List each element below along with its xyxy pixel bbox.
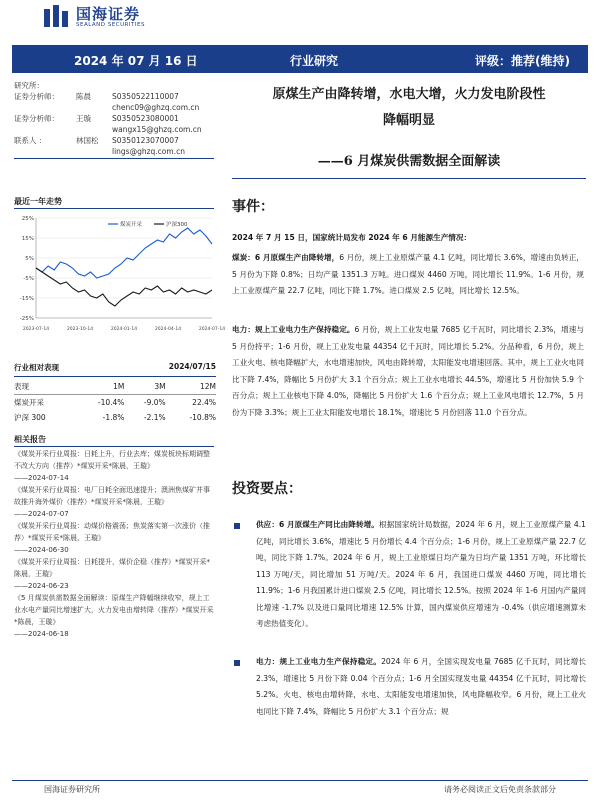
power-point-lead: 电力：规上工业电力生产保持稳定。 [256,657,382,666]
trend-title: 最近一年走势 [14,197,62,206]
footer-right: 请务必阅读正文后免责条款部分 [444,785,556,794]
y-tick-label: -5% [23,276,34,282]
y-tick-label: -15% [19,296,34,302]
power-lead: 电力：规上工业电力生产保持稳定。 [232,325,355,334]
legend-label: 沪深300 [166,222,188,228]
report-subtitle: ——6 月煤炭供需数据全面解读 [317,154,501,169]
performance-date: 2024/07/15 [168,362,216,371]
related-report-date: ——2024-06-30 [14,546,69,554]
y-tick-label: 5% [25,256,34,262]
analyst-id: S0350522110007 [112,92,179,101]
report-date: 2024 年 07 月 16 日 [74,54,198,68]
title-line: 原煤生产由降转增，水电大增，火力发电阶段性 [272,87,546,102]
report-type: 行业研究 [290,54,339,68]
analyst-email[interactable]: lings@ghzq.com.cn [112,147,185,156]
coal-body: 6 月份，规上工业原煤产量 4.1 亿吨，同比增长 3.6%，增速由负转正，5 月份为下降 0.8%；日均产量 1351.3 万吨。进口煤炭 4460 万吨，同比增长 11.9%。1-6 月份，规上工业原煤产量 22.7 亿吨，同比下降 1.7%。进口煤炭 2.5 亿吨，同比增长 12.5%。 [232,253,584,295]
report-title [232,82,586,134]
supply-body: 根据国家统计局数据，2024 年 6 月，规上工业原煤产量 4.1 亿吨，同比增长 3.6%，增速比 5 月份增长 4.4 个百分点；1-6 月份，规上工业原煤产量 22.7 亿吨，同比下降 1.7%。2024 年 6 月，规上工业原煤日均产量为日均产量 1351 万吨，环比增长 113 万吨/天，同比增加 51 万吨/天。2024 年 6 月，我国进口煤炭 4460 万吨，同比增长 11.9%；1-6 月我国累计进口煤炭 2.5 亿吨，同比增长 12.5%。按照 2024 年 1-6 月国内产量同比增速 -1.7% 以及进口量同比增速 12.5% 计算，国内煤炭供应增速为 -0.4%（供应增速测算未考虑热值变化）。 [256,520,586,628]
analyst-label: 证券分析师： [14,114,59,123]
header-band [12,45,588,73]
related-report-link[interactable]: 《煤炭开采行业周报：动煤价格震荡；焦炭落实第一次涨价（推荐）*煤炭开采*陈晨，王璇》 [14,522,210,542]
related-report-link[interactable]: 《煤炭开采行业周报：电厂日耗全面迅速提升；澳洲焦煤矿井事故推升海外煤价（推荐）*煤炭开采*陈晨，王璇》 [14,486,210,506]
analyst-block [14,80,214,157]
column-header: 12M [166,379,216,395]
analyst-name: 王璇 [76,114,91,123]
x-tick-label: 2023-07-14 [22,327,50,332]
y-tick-label: 25% [21,216,34,222]
series-line [36,268,212,306]
coal-lead: 煤炭：6 月原煤生产由降转增， [232,253,340,262]
divider [14,158,214,159]
divider [14,446,214,447]
column-header: 表现 [14,379,74,395]
coal-paragraph [232,250,584,300]
company-logo [44,3,145,31]
event-intro: 2024 年 7 月 15 日，国家统计局发布 2024 年 6 月能源生产情况： [232,233,472,242]
y-tick-label: 15% [21,236,34,242]
brand-name-en: SEALAND SECURITIES [76,22,146,28]
analyst-label: 证券分析师： [14,92,59,101]
footer-left: 国海证券研究所 [44,785,100,794]
brand-name-cn: 国海证券 [76,5,141,23]
analyst-name: 林国松 [76,136,99,145]
divider [14,208,214,209]
series-line [36,228,212,278]
x-tick-label: 2023-10-14 [66,327,94,332]
analyst-title: 研究所： [14,81,44,90]
x-tick-label: 2024-01-14 [110,327,138,332]
related-list [14,448,214,640]
trend-chart [14,212,226,336]
x-tick-label: 2024-07-14 [198,327,226,332]
column-header: 1M [74,379,124,395]
legend-label: 煤炭开采 [120,222,143,228]
invest-heading: 投资要点： [232,481,302,497]
analyst-id: S0350123070007 [112,136,179,145]
report-rating: 评级：推荐(维持) [475,54,570,68]
performance-table [14,362,216,425]
table-row: 沪深 300 -1.8% -2.1% -10.8% [14,413,216,422]
performance-title: 行业相对表现 [14,363,59,372]
x-tick-label: 2024-04-14 [154,327,182,332]
related-report-link[interactable]: 《5 月煤炭供需数据全面解读：原煤生产降幅继续收窄，规上工业水电产量同比增速扩大，火力发电由增转降（推荐）*煤炭开采*陈晨，王璇》 [14,594,214,626]
analyst-email[interactable]: wangx15@ghzq.com.cn [112,125,202,134]
related-report-link[interactable]: 《煤炭开采行业周报：日耗上升，行业去库；煤炭板块标期调整不改大方向（推荐）*煤炭开采*陈晨，王璇》 [14,450,210,470]
bullet-icon [234,660,240,666]
logo-mark-icon [44,5,70,29]
analyst-name: 陈晨 [76,92,91,101]
power-paragraph [232,322,584,421]
divider [232,178,586,179]
analyst-email[interactable]: chenc09@ghzq.com.cn [112,103,200,112]
bullet-icon [234,523,240,529]
event-heading: 事件： [232,199,274,215]
related-report-date: ——2024-06-18 [14,630,69,638]
related-report-link[interactable]: 《煤炭开采行业周报：日耗提升，煤价企稳（推荐）*煤炭开采*陈晨，王璇》 [14,558,210,578]
column-header: 3M [124,379,165,395]
supply-lead: 供应：6 月原煤生产同比由降转增。 [256,520,379,529]
y-tick-label: -25% [19,316,34,322]
related-title: 相关报告 [14,435,46,444]
related-report-date: ——2024-07-14 [14,474,69,482]
title-line: 降幅明显 [382,113,435,128]
power-body: 6 月份，规上工业发电量 7685 亿千瓦时，同比增长 2.3%，增速与 5 月份持平；1-6 月份，规上工业发电量 44354 亿千瓦时，同比增长 5.2%。分品种看，6 月份，规上工业火电、核电降幅扩大，水电增速加快，风电由降转增，太阳能发电增速回落。其中，规上工业火电同比下降 7.4%，降幅比 5 月份扩大 3.1 个百分点；规上工业水电增长 44.5%，增速比 5 月份加快 5.9 个百分点；规上工业核电下降 4.0%，降幅比 5 月份扩大 1.6 个百分点；规上工业风电增长 12.7%，5 月份为下降 3.3%；规上工业太阳能发电增长 18.1%，增速比 5 月份回落 11.0 个百分点。 [232,325,584,417]
analyst-label: 联系人 ： [14,136,47,145]
analyst-id: S0350523080001 [112,114,179,123]
footer-divider [12,780,588,781]
table-row: 煤炭开采 -10.4% -9.0% 22.4% [14,398,216,407]
related-report-date: ——2024-07-07 [14,510,69,518]
supply-paragraph [256,517,586,633]
power-point-paragraph [256,654,586,774]
related-report-date: ——2024-06-23 [14,582,69,590]
power-point-body: 2024 年 6 月，全国实现发电量 7685 亿千瓦时，同比增长 2.3%，增速比 5 月份下降 0.04 个百分点；1-6 月全国实现发电量 44354 亿千瓦时，同比增长 5.2%。火电、核电由增转降，水电、太阳能发电增速加快，风电降幅收窄。6 月份，规上工业火电同比下降 7.4%，降幅比 5 月份扩大 3.1 个百分点；规 [256,657,586,716]
